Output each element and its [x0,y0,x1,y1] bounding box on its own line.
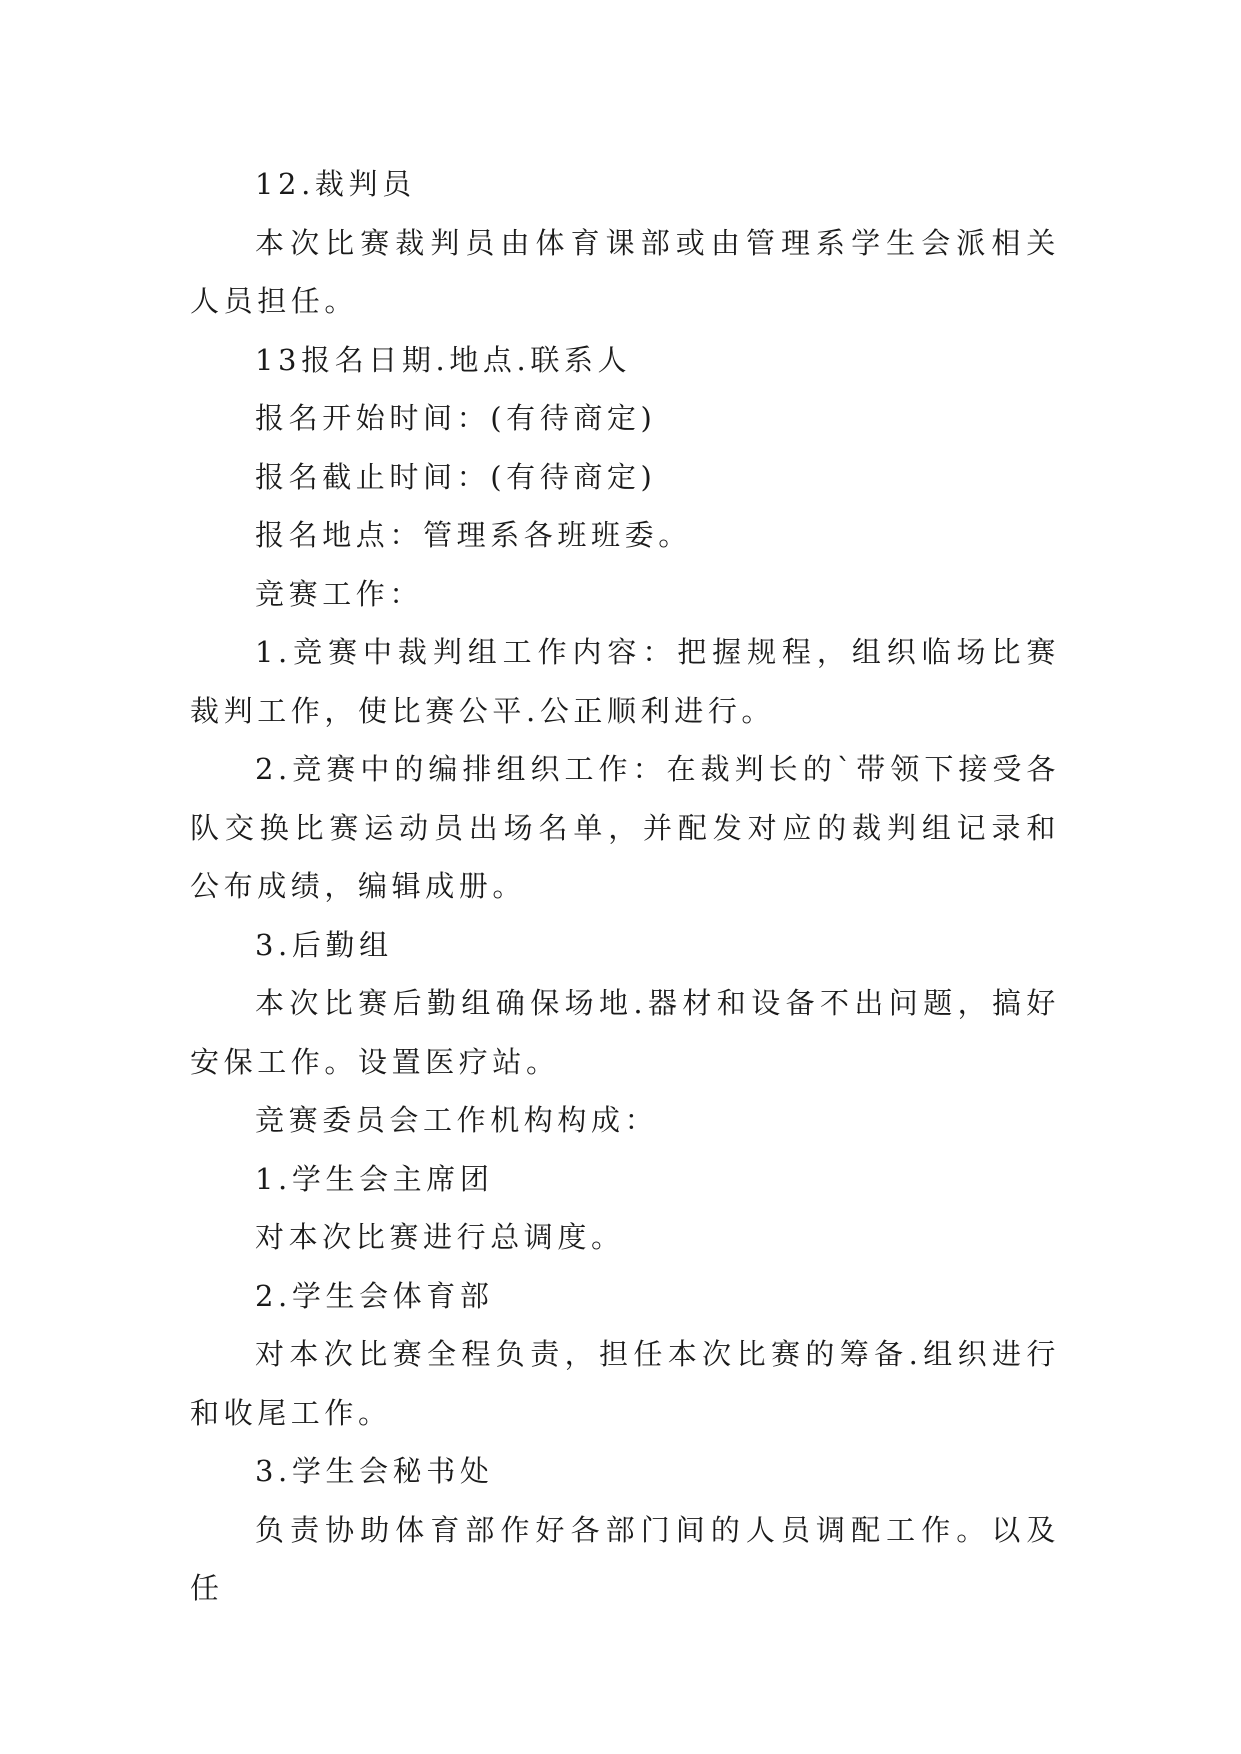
paragraph-referees: 本次比赛裁判员由体育课部或由管理系学生会派相关人员担任。 [190,225,1060,318]
registration-location: 报名地点：管理系各班班委。 [255,518,692,552]
item-presidium: 1.学生会主席团 [255,1161,494,1196]
document-body [190,155,1060,1618]
item-sports-dept: 2.学生会体育部 [255,1278,494,1313]
paragraph-referee-group: 1.竞赛中裁判组工作内容：把握规程，组织临场比赛裁判工作，使比赛公平.公正顺利进行。 [190,635,1060,728]
registration-start: 报名开始时间：(有待商定) [255,401,657,435]
paragraph-logistics: 本次比赛后勤组确保场地.器材和设备不出问题，搞好安保工作。设置医疗站。 [190,986,1060,1079]
paragraph-sports-dept: 对本次比赛全程负责，担任本次比赛的筹备.组织进行和收尾工作。 [190,1337,1060,1430]
paragraph-secretariat: 负责协助体育部作好各部门间的人员调配工作。以及任 [190,1512,1060,1605]
paragraph-scheduling: 2.竞赛中的编排组织工作：在裁判长的`带领下接受各队交换比赛运动员出场名单，并配发对应的裁判组记录和公布成绩，编辑成册。 [190,752,1060,903]
section-heading-referees: 12.裁判员 [255,167,416,201]
section-heading-committee: 竞赛委员会工作机构构成： [255,1103,659,1137]
item-secretariat: 3.学生会秘书处 [255,1454,494,1488]
paragraph-presidium: 对本次比赛进行总调度。 [255,1220,625,1254]
section-heading-registration: 13报名日期.地点.联系人 [255,342,632,377]
registration-deadline: 报名截止时间：(有待商定) [255,459,657,494]
section-heading-logistics: 3.后勤组 [255,927,393,962]
section-heading-competition-work: 竞赛工作： [255,576,424,611]
